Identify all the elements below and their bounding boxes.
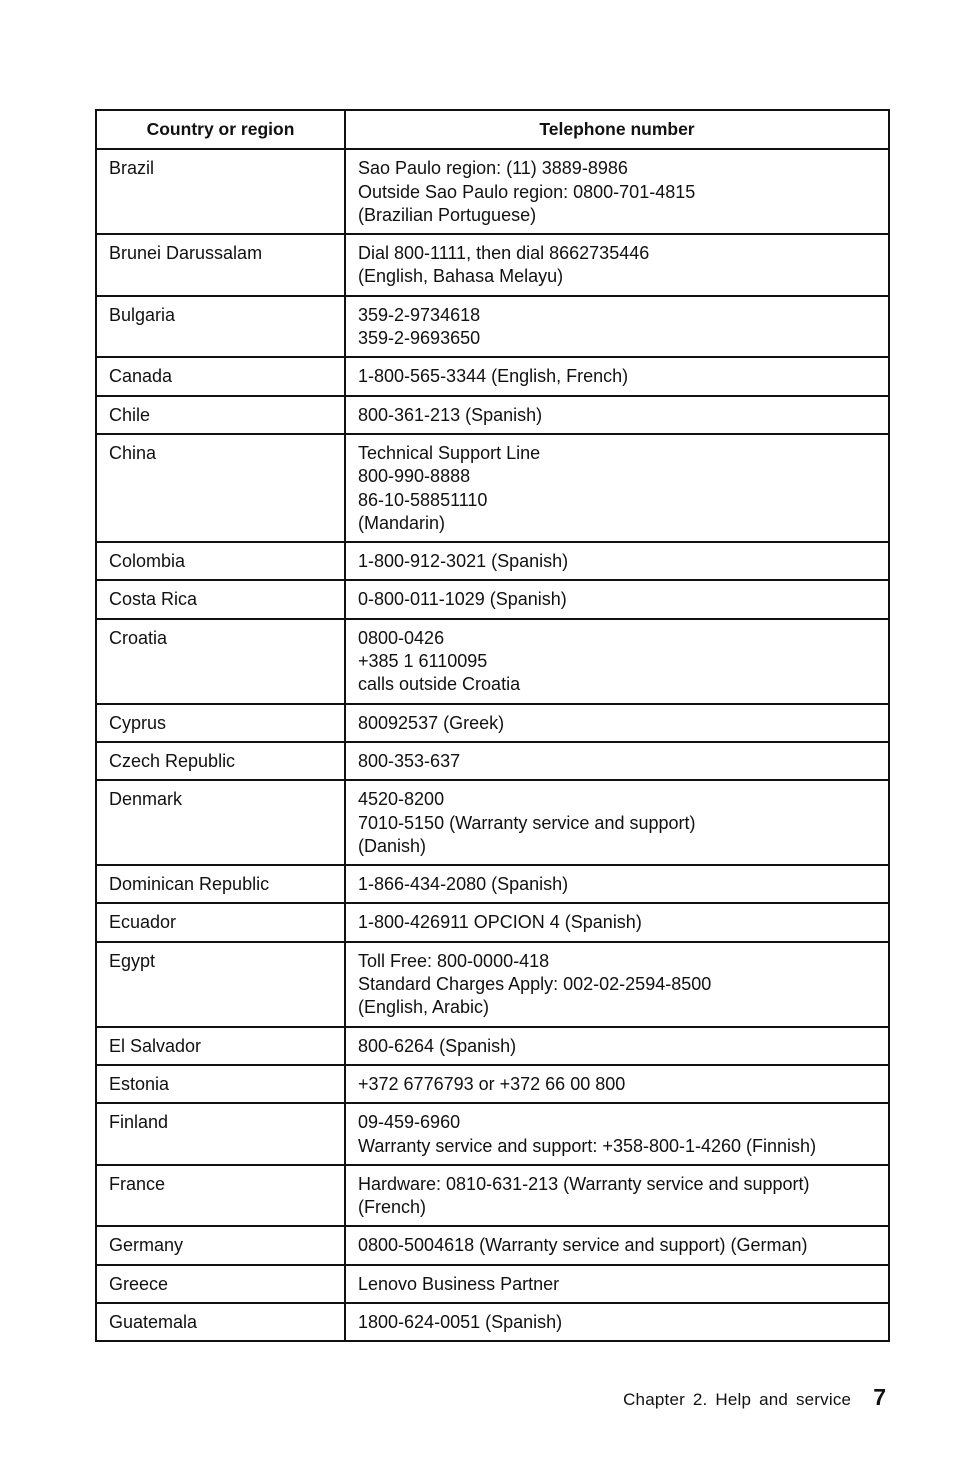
telephone-line: calls outside Croatia [358,674,521,695]
table-row [96,1165,889,1227]
phone-directory-table [95,109,890,1342]
telephone-line: Sao Paulo region: (11) 3889-8986 [358,158,628,179]
telephone-line: 0800-5004618 (Warranty service and support) (German) [358,1235,808,1256]
telephone-cell [345,1027,889,1065]
country-cell: Dominican Republic [96,865,345,903]
telephone-line: 800-353-637 [358,750,461,771]
telephone-cell [345,1303,889,1341]
table-row [96,542,889,580]
telephone-cell [345,1165,889,1227]
telephone-line: 800-361-213 (Spanish) [358,404,543,425]
telephone-cell [345,742,889,780]
telephone-line: 1-800-565-3344 (English, French) [358,366,629,387]
telephone-cell [345,296,889,358]
telephone-cell [345,149,889,234]
telephone-cell [345,357,889,395]
page-footer [623,1384,886,1414]
telephone-cell [345,903,889,941]
country-cell: Ecuador [96,903,345,941]
table-row [96,1027,889,1065]
telephone-cell [345,942,889,1027]
telephone-line: (French) [358,1197,427,1218]
telephone-cell [345,1065,889,1103]
telephone-line: Dial 800-1111, then dial 8662735446 [358,243,650,264]
telephone-cell [345,234,889,296]
country-cell: Brunei Darussalam [96,234,345,296]
telephone-line: +372 6776793 or +372 66 00 800 [358,1073,626,1094]
table-row [96,704,889,742]
table-row [96,434,889,542]
country-cell: Germany [96,1226,345,1264]
telephone-cell [345,619,889,704]
table-row [96,619,889,704]
country-cell: Cyprus [96,704,345,742]
table-row [96,903,889,941]
telephone-cell [345,1265,889,1303]
table-row [96,234,889,296]
header-telephone: Telephone number [345,110,889,149]
table-row [96,1226,889,1264]
telephone-line: 80092537 (Greek) [358,712,505,733]
telephone-line: 7010-5150 (Warranty service and support) [358,812,696,833]
table-row [96,580,889,618]
telephone-cell [345,542,889,580]
telephone-line: Warranty service and support: +358-800-1-4260 (Finnish) [358,1135,817,1156]
telephone-line: 1-800-426911 OPCION 4 (Spanish) [358,912,642,933]
telephone-line: 1800-624-0051 (Spanish) [358,1311,563,1332]
telephone-line: (English, Arabic) [358,997,490,1018]
country-cell: Denmark [96,780,345,865]
table-row [96,149,889,234]
country-cell: Estonia [96,1065,345,1103]
table-row [96,780,889,865]
telephone-line: Lenovo Business Partner [358,1273,560,1294]
table-row [96,742,889,780]
country-cell: Costa Rica [96,580,345,618]
table-row [96,296,889,358]
telephone-line: 359-2-9734618 [358,304,481,325]
country-cell: Chile [96,396,345,434]
telephone-line: 0800-0426 [358,627,445,648]
country-cell: Czech Republic [96,742,345,780]
chapter-title: Chapter 2. Help and service [623,1390,852,1409]
country-cell: Guatemala [96,1303,345,1341]
table-row [96,1103,889,1165]
telephone-line: (English, Bahasa Melayu) [358,266,564,287]
table-row [96,357,889,395]
telephone-line: 800-990-8888 [358,466,471,487]
telephone-line: +385 1 6110095 [358,651,488,672]
telephone-cell [345,580,889,618]
table-row [96,942,889,1027]
telephone-line: (Mandarin) [358,512,446,533]
country-cell: Canada [96,357,345,395]
country-cell: El Salvador [96,1027,345,1065]
telephone-line: 4520-8200 [358,789,445,810]
telephone-line: Hardware: 0810-631-213 (Warranty service and support) [358,1173,810,1194]
table-row [96,1065,889,1103]
table-row [96,865,889,903]
country-cell: Greece [96,1265,345,1303]
telephone-cell [345,704,889,742]
country-cell: Croatia [96,619,345,704]
telephone-line: 0-800-011-1029 (Spanish) [358,589,567,610]
page-number: 7 [873,1384,886,1410]
telephone-cell [345,434,889,542]
telephone-cell [345,396,889,434]
telephone-line: Toll Free: 800-0000-418 [358,950,550,971]
telephone-cell [345,865,889,903]
country-cell: Finland [96,1103,345,1165]
telephone-cell [345,780,889,865]
telephone-line: 800-6264 (Spanish) [358,1035,517,1056]
telephone-line: 1-800-912-3021 (Spanish) [358,551,569,572]
telephone-line: Standard Charges Apply: 002-02-2594-8500 [358,974,712,995]
table-header-row [96,110,889,149]
telephone-line: Technical Support Line [358,442,541,463]
telephone-line: (Danish) [358,835,427,856]
telephone-line: 86-10-58851110 [358,489,488,510]
table-row [96,396,889,434]
header-country: Country or region [96,110,345,149]
table-row [96,1265,889,1303]
telephone-line: 09-459-6960 [358,1112,461,1133]
country-cell: Brazil [96,149,345,234]
table-body [96,149,889,1341]
country-cell: Colombia [96,542,345,580]
telephone-cell [345,1226,889,1264]
table-row [96,1303,889,1341]
telephone-line: 1-866-434-2080 (Spanish) [358,874,569,895]
telephone-line: (Brazilian Portuguese) [358,204,537,225]
telephone-cell [345,1103,889,1165]
telephone-line: Outside Sao Paulo region: 0800-701-4815 [358,181,696,202]
country-cell: Bulgaria [96,296,345,358]
telephone-line: 359-2-9693650 [358,328,481,349]
country-cell: China [96,434,345,542]
country-cell: Egypt [96,942,345,1027]
country-cell: France [96,1165,345,1227]
